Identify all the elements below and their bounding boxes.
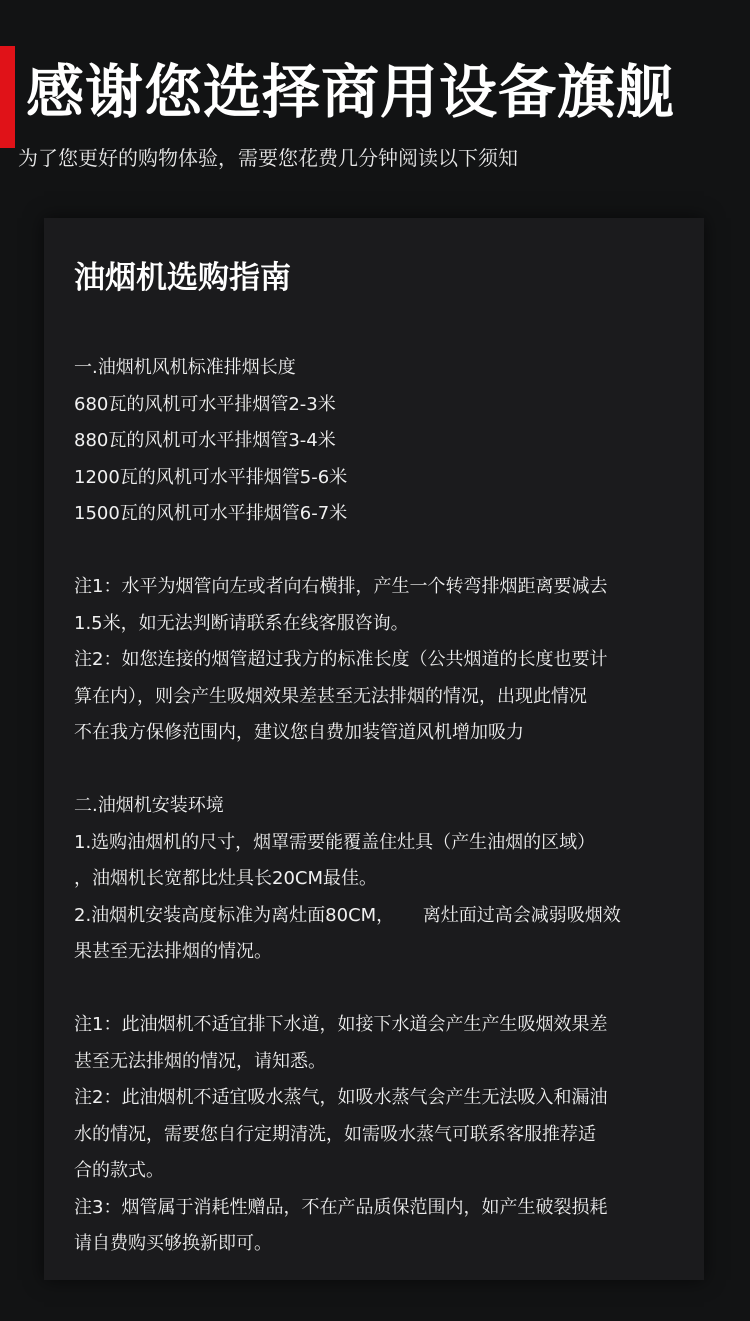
section2-note3-line: 注3：烟管属于消耗性赠品，不在产品质保范围内，如产生破裂损耗 [74, 1196, 608, 1218]
page-subtitle: 为了您更好的购物体验，需要您花费几分钟阅读以下须知 [18, 146, 518, 170]
section1-item: 1500瓦的风机可水平排烟管6-7米 [74, 503, 348, 524]
guide-title: 油烟机选购指南 [74, 260, 291, 296]
guide-content [74, 350, 694, 1263]
section2-item: 2.油烟机安装高度标准为离灶面80CM， 离灶面过高会减弱吸烟效 [74, 904, 621, 926]
spacer [74, 533, 694, 570]
section2-item: ，油烟机长宽都比灶具长20CM最佳。 [74, 868, 378, 889]
spacer [74, 971, 694, 1008]
section1-item: 880瓦的风机可水平排烟管3-4米 [74, 430, 336, 451]
section1-item: 680瓦的风机可水平排烟管2-3米 [74, 393, 336, 415]
section1-heading: 一.油烟机风机标准排烟长度 [74, 357, 296, 378]
section1-note2-line: 不在我方保修范围内，建议您自费加装管道风机增加吸力 [74, 722, 524, 743]
section2-item: 1.选购油烟机的尺寸，烟罩需要能覆盖住灶具（产生油烟的区域） [74, 831, 596, 853]
section2-note2-line: 合的款式。 [74, 1160, 164, 1181]
guide-panel [44, 218, 704, 1280]
section1-note2-line: 注2：如您连接的烟管超过我方的标准长度（公共烟道的长度也要计 [74, 649, 608, 670]
section2-note2-line: 水的情况，需要您自行定期清洗，如需吸水蒸气可联系客服推荐适 [74, 1123, 596, 1145]
section1-item: 1200瓦的风机可水平排烟管5-6米 [74, 466, 348, 488]
section2-item: 果甚至无法排烟的情况。 [74, 941, 272, 962]
section1-note2-line: 算在内），则会产生吸烟效果差甚至无法排烟的情况，出现此情况 [74, 685, 587, 707]
section2-note2-line: 注2：此油烟机不适宜吸水蒸气，如吸水蒸气会产生无法吸入和漏油 [74, 1087, 608, 1108]
section1-note1-line: 1.5米，如无法判断请联系在线客服咨询。 [74, 612, 409, 634]
spacer [74, 752, 694, 789]
section2-heading: 二.油烟机安装环境 [74, 795, 224, 816]
page-title: 感谢您选择商用设备旗舰 [26, 58, 676, 126]
section2-note3-line: 请自费购买够换新即可。 [74, 1233, 272, 1254]
accent-bar [0, 46, 15, 148]
section1-note1-line: 注1：水平为烟管向左或者向右横排，产生一个转弯排烟距离要减去 [74, 576, 608, 597]
section2-note1-line: 甚至无法排烟的情况，请知悉。 [74, 1050, 326, 1072]
section2-note1-line: 注1：此油烟机不适宜排下水道，如接下水道会产生产生吸烟效果差 [74, 1014, 608, 1035]
